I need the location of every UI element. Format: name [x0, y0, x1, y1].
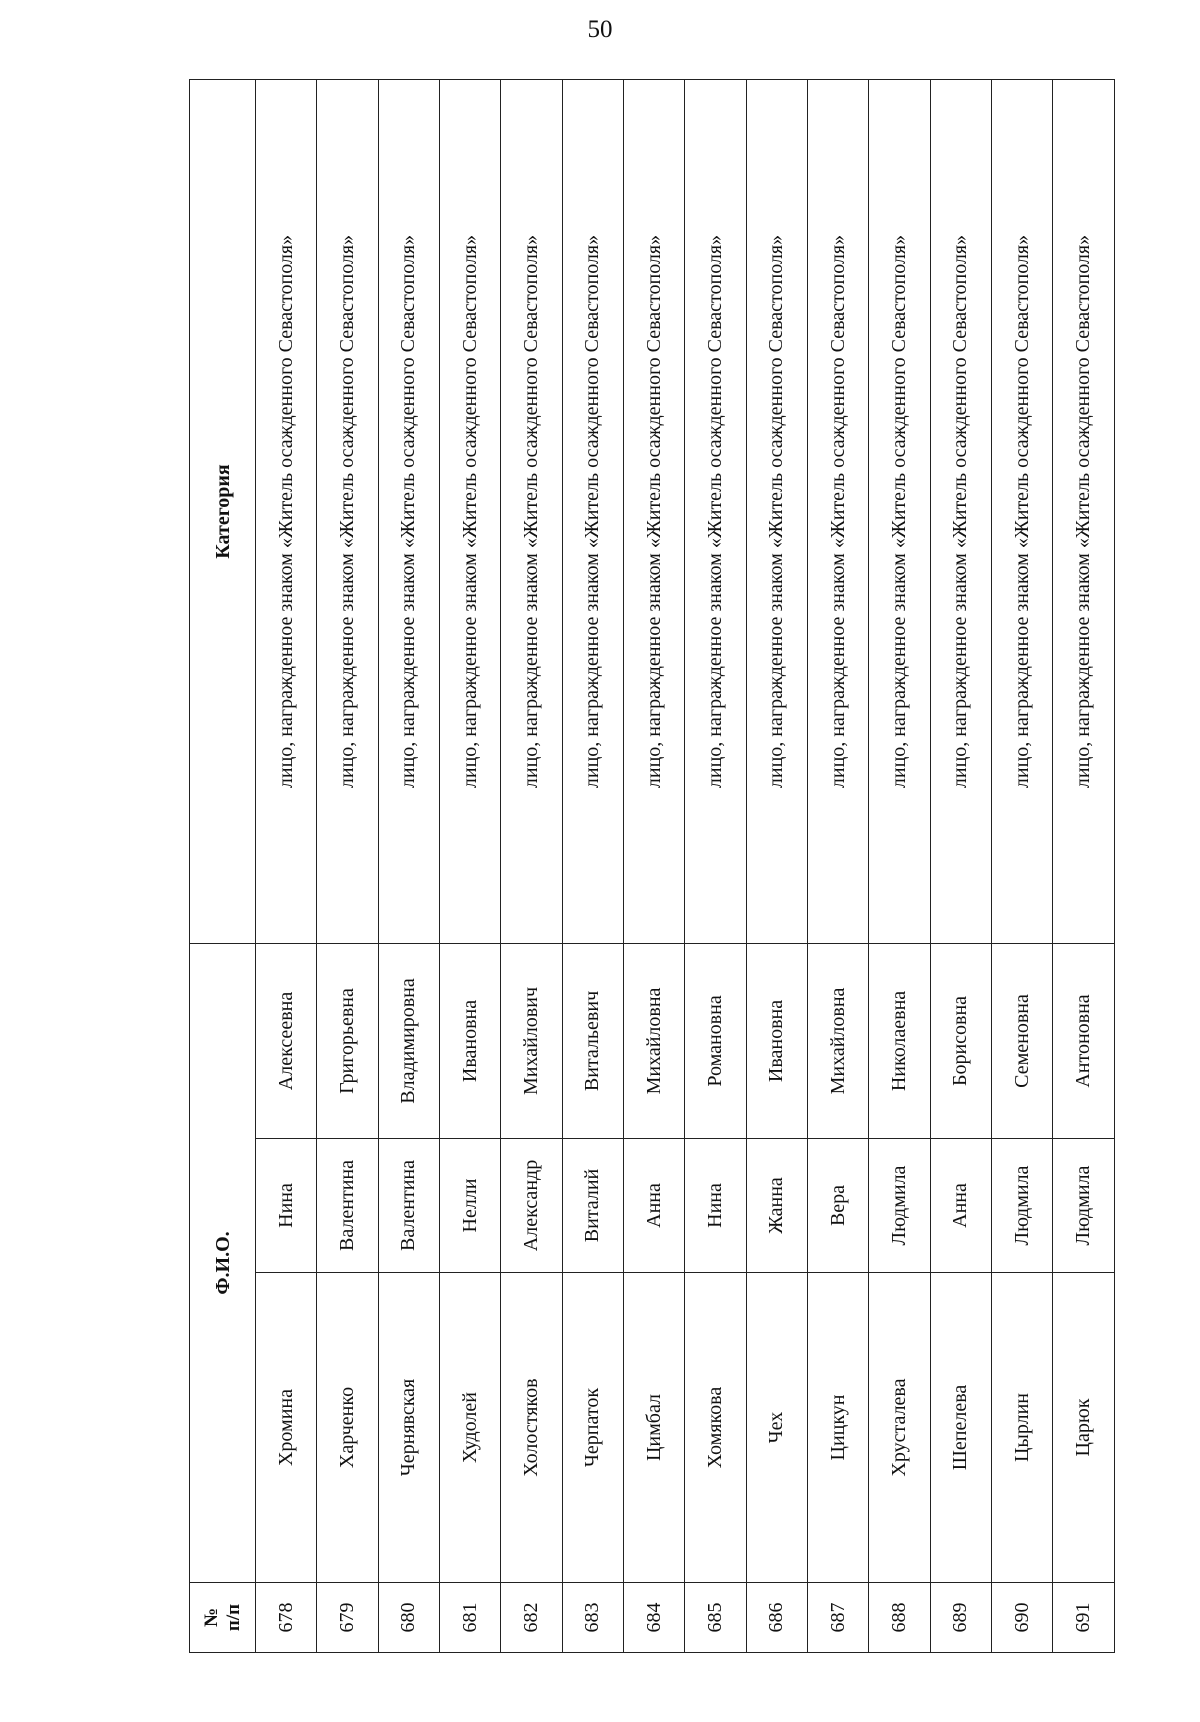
cell-number: 683 — [562, 1583, 623, 1653]
cell-surname: Хомякова — [685, 1273, 746, 1583]
cell-category: лицо, награжденное знаком «Житель осажденного Севастополя» — [808, 79, 869, 943]
cell-number: 685 — [685, 1583, 746, 1653]
cell-category: лицо, награжденное знаком «Житель осажденного Севастополя» — [930, 79, 991, 943]
cell-first-name: Валентина — [317, 1139, 378, 1273]
cell-patronymic: Семеновна — [992, 943, 1053, 1138]
cell-surname: Цимбал — [624, 1273, 685, 1583]
cell-surname: Хрусталева — [869, 1273, 930, 1583]
cell-number: 682 — [501, 1583, 562, 1653]
cell-surname: Худолей — [440, 1273, 501, 1583]
cell-category: лицо, награжденное знаком «Житель осажденного Севастополя» — [1053, 79, 1115, 943]
table-row — [746, 79, 807, 1652]
cell-first-name: Нина — [256, 1139, 317, 1273]
cell-number: 691 — [1053, 1583, 1115, 1653]
cell-number: 690 — [992, 1583, 1053, 1653]
cell-number: 684 — [624, 1583, 685, 1653]
cell-patronymic: Владимировна — [378, 943, 439, 1138]
cell-surname: Шепелева — [930, 1273, 991, 1583]
cell-number: 680 — [378, 1583, 439, 1653]
header-number-line2: п/п — [222, 1603, 244, 1632]
cell-category: лицо, награжденное знаком «Житель осажденного Севастополя» — [562, 79, 623, 943]
cell-patronymic: Антоновна — [1053, 943, 1115, 1138]
table-row — [1053, 79, 1115, 1652]
cell-category: лицо, награжденное знаком «Житель осажденного Севастополя» — [256, 79, 317, 943]
table-row — [685, 79, 746, 1652]
cell-patronymic: Борисовна — [930, 943, 991, 1138]
table-row — [501, 79, 562, 1652]
cell-number: 678 — [256, 1583, 317, 1653]
cell-patronymic: Михайлович — [501, 943, 562, 1138]
table-row — [808, 79, 869, 1652]
cell-surname: Цырлин — [992, 1273, 1053, 1583]
cell-patronymic: Григорьевна — [317, 943, 378, 1138]
table-body — [256, 79, 1115, 1652]
cell-first-name: Людмила — [992, 1139, 1053, 1273]
recipients-table — [189, 79, 1115, 1653]
table-row — [869, 79, 930, 1652]
cell-category: лицо, награжденное знаком «Житель осажденного Севастополя» — [317, 79, 378, 943]
header-category: Категория — [190, 79, 256, 943]
cell-number: 689 — [930, 1583, 991, 1653]
cell-first-name: Вера — [808, 1139, 869, 1273]
cell-patronymic: Ивановна — [440, 943, 501, 1138]
table-row — [930, 79, 991, 1652]
cell-category: лицо, награжденное знаком «Житель осажденного Севастополя» — [746, 79, 807, 943]
table-header-row — [190, 79, 256, 1652]
cell-category: лицо, награжденное знаком «Житель осажденного Севастополя» — [869, 79, 930, 943]
header-number-line1: № — [200, 1607, 222, 1628]
cell-patronymic: Витальевич — [562, 943, 623, 1138]
cell-surname: Чернявская — [378, 1273, 439, 1583]
cell-first-name: Валентина — [378, 1139, 439, 1273]
cell-patronymic: Романовна — [685, 943, 746, 1138]
cell-first-name: Нина — [685, 1139, 746, 1273]
cell-first-name: Жанна — [746, 1139, 807, 1273]
cell-category: лицо, награжденное знаком «Житель осажденного Севастополя» — [992, 79, 1053, 943]
cell-surname: Хромина — [256, 1273, 317, 1583]
table-row — [992, 79, 1053, 1652]
cell-category: лицо, награжденное знаком «Житель осажденного Севастополя» — [624, 79, 685, 943]
cell-first-name: Людмила — [1053, 1139, 1115, 1273]
cell-category: лицо, награжденное знаком «Житель осажденного Севастополя» — [501, 79, 562, 943]
table-row — [256, 79, 317, 1652]
table-row — [624, 79, 685, 1652]
page-number: 50 — [587, 16, 613, 43]
cell-number: 686 — [746, 1583, 807, 1653]
cell-patronymic: Михайловна — [808, 943, 869, 1138]
header-number — [190, 1583, 256, 1653]
cell-category: лицо, награжденное знаком «Житель осажденного Севастополя» — [378, 79, 439, 943]
cell-surname: Чех — [746, 1273, 807, 1583]
cell-first-name: Виталий — [562, 1139, 623, 1273]
cell-number: 687 — [808, 1583, 869, 1653]
cell-first-name: Нелли — [440, 1139, 501, 1273]
cell-patronymic: Михайловна — [624, 943, 685, 1138]
cell-first-name: Анна — [624, 1139, 685, 1273]
cell-surname: Черпаток — [562, 1273, 623, 1583]
table-row — [378, 79, 439, 1652]
cell-patronymic: Алексеевна — [256, 943, 317, 1138]
table-container — [189, 80, 1115, 1653]
cell-category: лицо, награжденное знаком «Житель осажденного Севастополя» — [440, 79, 501, 943]
cell-first-name: Анна — [930, 1139, 991, 1273]
table-row — [317, 79, 378, 1652]
cell-surname: Цицкун — [808, 1273, 869, 1583]
cell-surname: Царюк — [1053, 1273, 1115, 1583]
cell-number: 688 — [869, 1583, 930, 1653]
cell-patronymic: Николаевна — [869, 943, 930, 1138]
cell-first-name: Александр — [501, 1139, 562, 1273]
cell-category: лицо, награжденное знаком «Житель осажденного Севастополя» — [685, 79, 746, 943]
cell-patronymic: Ивановна — [746, 943, 807, 1138]
cell-number: 681 — [440, 1583, 501, 1653]
cell-first-name: Людмила — [869, 1139, 930, 1273]
cell-surname: Холостяков — [501, 1273, 562, 1583]
cell-number: 679 — [317, 1583, 378, 1653]
header-fio: Ф.И.О. — [190, 943, 256, 1582]
table-row — [440, 79, 501, 1652]
table-row — [562, 79, 623, 1652]
cell-surname: Харченко — [317, 1273, 378, 1583]
